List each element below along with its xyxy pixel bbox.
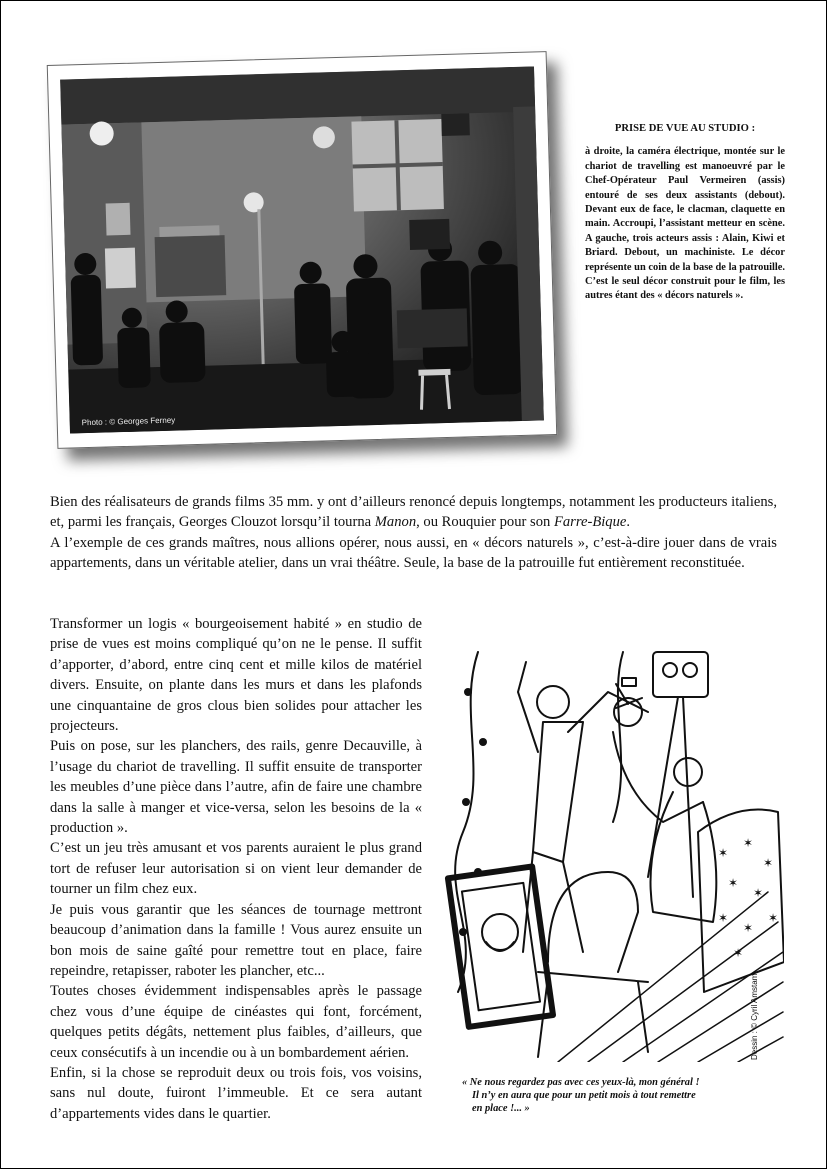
body-paragraph-2: Puis on pose, sur les planchers, des rails, genre Decauville, à l’usage du chariot de travelling. Il suffit ensuite de transporter les meubles d’une pièce dans l’autre, afin de faire une chambre dans la salle à manger et vice-versa, selon les besoins de la « production ».	[50, 738, 422, 837]
svg-text:✶: ✶	[718, 846, 729, 860]
studio-photo	[60, 66, 544, 433]
svg-text:✶: ✶	[743, 921, 754, 935]
svg-text:✶: ✶	[768, 911, 779, 925]
film-title-manon: Manon	[374, 514, 417, 531]
drawing-caption-line-3: en place !... »	[472, 1103, 530, 1114]
svg-text:✶: ✶	[728, 876, 739, 890]
body-paragraph-3: C’est un jeu très amusant et vos parents auraient le plus grand tort de refuser leur autorisation si on vient leur demander de tourner un film chez eux.	[50, 840, 422, 898]
svg-text:✶: ✶	[733, 946, 744, 960]
body-paragraph-6: Enfin, si la chose se reproduit deux ou trois fois, vos voisins, sans nul doute, fuiront l’immeuble. Et ce sera autant d’appartements vides dans le quartier.	[50, 1064, 422, 1122]
drawing-caption-line-2: Il n’y en aura que pour un petit mois à tout remettre	[472, 1090, 696, 1101]
intro-p1-middle: , ou Rouquier pour son	[416, 514, 554, 531]
cartoon-drawing	[438, 632, 784, 1062]
svg-text:✶: ✶	[743, 836, 754, 850]
drawing-caption-line-1: « Ne nous regardez pas avec ces yeux-là, mon général !	[462, 1077, 700, 1088]
intro-paragraph-1	[50, 492, 777, 533]
body-paragraph-4: Je puis vous garantir que les séances de tournage mettront beaucoup d’animation dans la famille ! Vous aurez ensuite un bon mois de saine gaîté pour remettre tout en place, faire repeindre, retapisser, raboter les plancher, etc...	[50, 901, 422, 979]
caption-body: à droite, la caméra électrique, montée sur le chariot de travelling est manoeuvré par le Chef-Opérateur Paul Vermeiren (assis) entouré de ses deux assistants (debout). Devant eux de face, le clacman, claquette en main. Accroupi, l’assistant metteur en scène. A gauche, trois acteurs assis : Alain, Kiwi et Briard. Debout, un machiniste. Le décor représente un coin de la base de la patrouille. C’est le seul décor construit pour le film, les autres étant des « décors naturels ».	[585, 146, 785, 302]
film-title-farre-bique: Farre-Bique	[553, 514, 627, 531]
photo-caption	[585, 122, 785, 304]
body-paragraph-5: Toutes choses évidemment indispensables après le passage chez vous d’une équipe de cinéastes qui font, forcément, quelques petits dégâts, nettement plus faibles, d’ailleurs, que ceux consécutifs à un incendie ou à un bombardement aérien.	[50, 983, 422, 1061]
photo-credit: Photo : © Georges Ferney	[81, 415, 176, 428]
svg-text:✶: ✶	[718, 911, 729, 925]
intro-p1-end: .	[626, 514, 631, 531]
svg-text:✶: ✶	[763, 856, 774, 870]
intro-p1-start: Bien des réalisateurs de grands films 35 mm. y ont d’ailleurs renoncé depuis longtemps, notamment les producteurs italiens, et, parmi les français, Georges Clouzot lorsqu’il tourna	[50, 494, 777, 531]
body-paragraph-1: Transformer un logis « bourgeoisement habité » en studio de prise de vues est moins compliqué qu’on ne le pense. Il suffit d’apporter, d’abord, entre cinq cent et mille kilos de matériel divers. Ensuite, on plante dans les murs et dans les plafonds une cinquantaine de gros clous bien solides pour attacher les projecteurs.	[50, 616, 422, 735]
caption-title: PRISE DE VUE AU STUDIO :	[614, 123, 756, 134]
photo-card	[47, 51, 558, 449]
svg-text:✶: ✶	[753, 886, 764, 900]
intro-text	[50, 492, 777, 574]
body-column	[50, 614, 422, 1124]
intro-paragraph-2: A l’exemple de ces grands maîtres, nous allions opérer, nous aussi, en « décors naturels », c’est-à-dire jouer dans de vrais appartements, dans un véritable atelier, dans un vrai théâtre. Seule, la base de la patrouille fut entièrement reconstituée.	[50, 534, 777, 572]
drawing-caption	[462, 1076, 782, 1115]
drawing-credit: Dessin : © Cyril Amstam	[750, 973, 759, 1060]
